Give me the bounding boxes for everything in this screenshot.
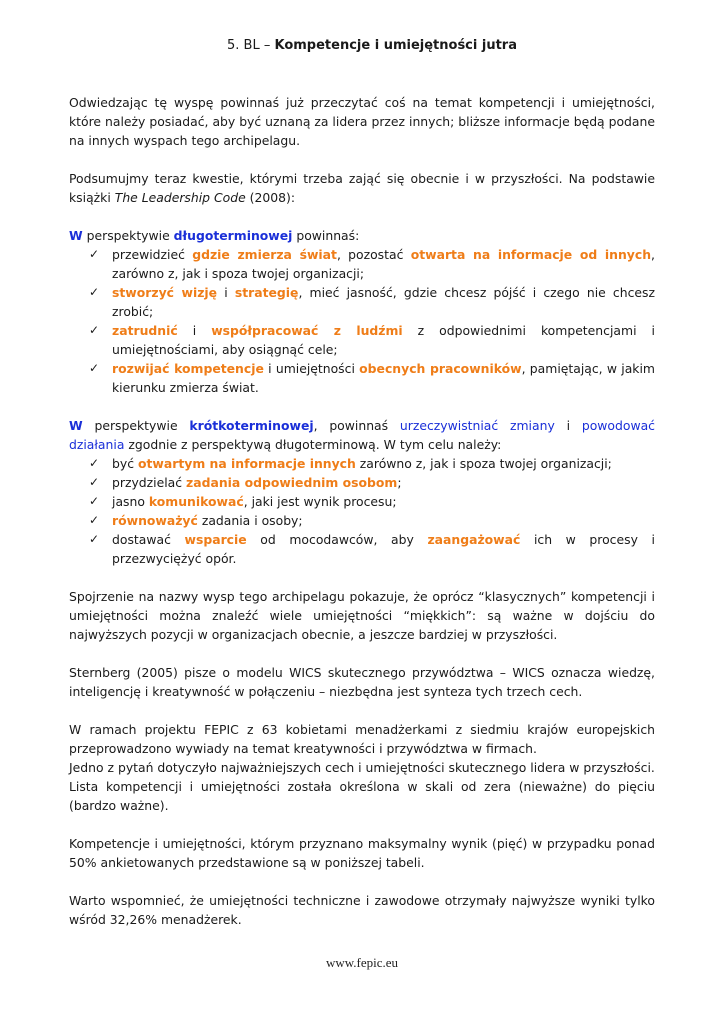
long-term-pre: perspektywie (86, 228, 170, 243)
item-highlight: obecnych pracowników (359, 361, 522, 376)
title-prefix: 5. BL – (227, 38, 271, 53)
technical-paragraph: Warto wspomnieć, że umiejętności techniczne i zawodowe otrzymały najwyższe wyniki tylko wśród 32,26% menadżerek. (69, 893, 655, 927)
item-text: zarówno z, jak i spoza twojej organizacji; (359, 456, 612, 471)
short-term-w: W (69, 418, 83, 433)
item-text: i umiejętności (268, 361, 355, 376)
fepic-line: Lista kompetencji i umiejętności została określona w skali od zera (nieważne) do pięciu (bardzo ważne). (69, 779, 655, 813)
short-term-heading (69, 416, 655, 454)
item-text: być (112, 456, 135, 471)
item-text: przydzielać (112, 475, 183, 490)
list-item (112, 359, 655, 397)
item-highlight: zadania odpowiednim osobom (186, 475, 398, 490)
item-text: , mieć jasność, gdzie chcesz pójść i czego nie chcesz zrobić; (112, 285, 655, 319)
summary-paragraph (69, 169, 655, 207)
item-highlight: stworzyć wizję (112, 285, 218, 300)
item-text: , zarówno z, jak i spoza twojej organizacji; (112, 247, 655, 281)
item-highlight: gdzie zmierza świat (192, 247, 337, 262)
list-item (112, 511, 655, 530)
short-term-list (69, 454, 655, 568)
item-text: , pamiętając, w jakim kierunku zmierza świat. (112, 361, 655, 395)
long-term-w: W (69, 228, 83, 243)
item-highlight: wsparcie (184, 532, 247, 547)
long-term-post: powinnaś: (296, 228, 360, 243)
page-content (69, 36, 655, 948)
item-highlight: otwartym na informacje innych (137, 456, 356, 471)
short-term-mid: , powinnaś (313, 418, 389, 433)
item-highlight: rozwijać kompetencje (112, 361, 264, 376)
book-title: The Leadership Code (114, 190, 246, 205)
list-item (112, 492, 655, 511)
short-term-act2: powodować działania (69, 418, 655, 452)
results-paragraph: Kompetencje i umiejętności, którym przyznano maksymalny wynik (pięć) w przypadku ponad 50% ankietowanych przedstawione są w poniższej tabeli. (69, 836, 655, 870)
book-year: (2008): (249, 190, 296, 205)
item-highlight: równoważyć (112, 513, 198, 528)
item-text: zadania i osoby; (201, 513, 303, 528)
item-text: ich w procesy i przezwyciężyć opór. (112, 532, 655, 566)
fepic-line: Jedno z pytań dotyczyło najważniejszych cech i umiejętności skutecznego lidera w przyszłości. (69, 760, 655, 775)
item-text: , jaki jest wynik procesu; (243, 494, 397, 509)
item-text: przewidzieć (112, 247, 185, 262)
fepic-line: W ramach projektu FEPIC z 63 kobietami menadżerkami z siedmiu krajów europejskich przeprowadzono wywiady na temat kreatywności i przywództwa w firmach. (69, 722, 655, 756)
short-term-pre: perspektywie (94, 418, 178, 433)
item-text: , pozostać (336, 247, 404, 262)
item-text: jasno (112, 494, 145, 509)
list-item (112, 321, 655, 359)
item-text: od mocodawców, aby (260, 532, 414, 547)
list-item (112, 530, 655, 568)
short-term-act1: urzeczywistniać zmiany (399, 418, 555, 433)
summary-text: Podsumujmy teraz kwestie, którymi trzeba zająć się obecnie i w przyszłości. Na podstawie książki (69, 171, 655, 205)
page-title (69, 36, 655, 55)
wics-paragraph: Sternberg (2005) pisze o modelu WICS skutecznego przywództwa – WICS oznacza wiedzę, inteligencję i kreatywność w połączeniu – niezbędna jest synteza tych trzech cech. (69, 665, 655, 699)
list-item (112, 454, 655, 473)
item-text: i (192, 323, 197, 338)
short-term-post: zgodnie z perspektywą długoterminową. W tym celu należy: (128, 437, 502, 452)
long-term-list (69, 245, 655, 397)
long-term-term: długoterminowej (173, 228, 293, 243)
intro-paragraph: Odwiedzając tę wyspę powinnaś już przeczytać coś na temat kompetencji i umiejętności, które należy posiadać, aby być uznaną za lidera przez innych; bliższe informacje będą podane na innych wyspach tego archipelagu. (69, 95, 655, 148)
list-item (112, 245, 655, 283)
item-text: ; (397, 475, 402, 490)
item-highlight: otwarta na informacje od innych (410, 247, 652, 262)
list-item (112, 473, 655, 492)
item-text: z odpowiednimi kompetencjami i umiejętnościami, aby osiągnąć cele; (112, 323, 655, 357)
short-term-term: krótkoterminowej (189, 418, 314, 433)
title-bold: Kompetencje i umiejętności jutra (274, 38, 517, 53)
item-highlight: komunikować (148, 494, 244, 509)
item-highlight: zatrudnić (112, 323, 178, 338)
item-text: dostawać (112, 532, 171, 547)
item-highlight: współpracować z ludźmi (211, 323, 403, 338)
item-highlight: strategię (234, 285, 299, 300)
fepic-paragraph (69, 720, 655, 815)
list-item (112, 283, 655, 321)
long-term-heading (69, 226, 655, 245)
item-highlight: zaangażować (427, 532, 521, 547)
item-text: i (224, 285, 228, 300)
short-term-and: i (566, 418, 571, 433)
soft-skills-paragraph: Spojrzenie na nazwy wysp tego archipelagu pokazuje, że oprócz “klasycznych” kompetencji i umiejętności można znaleźć wiele umiejętności “miękkich”: są ważne w dojściu do najwyższych pozycji w organizacjach obecnie, a jeszcze bardziej w przyszłości. (69, 589, 655, 642)
footer-url: www.fepic.eu (325, 955, 399, 970)
